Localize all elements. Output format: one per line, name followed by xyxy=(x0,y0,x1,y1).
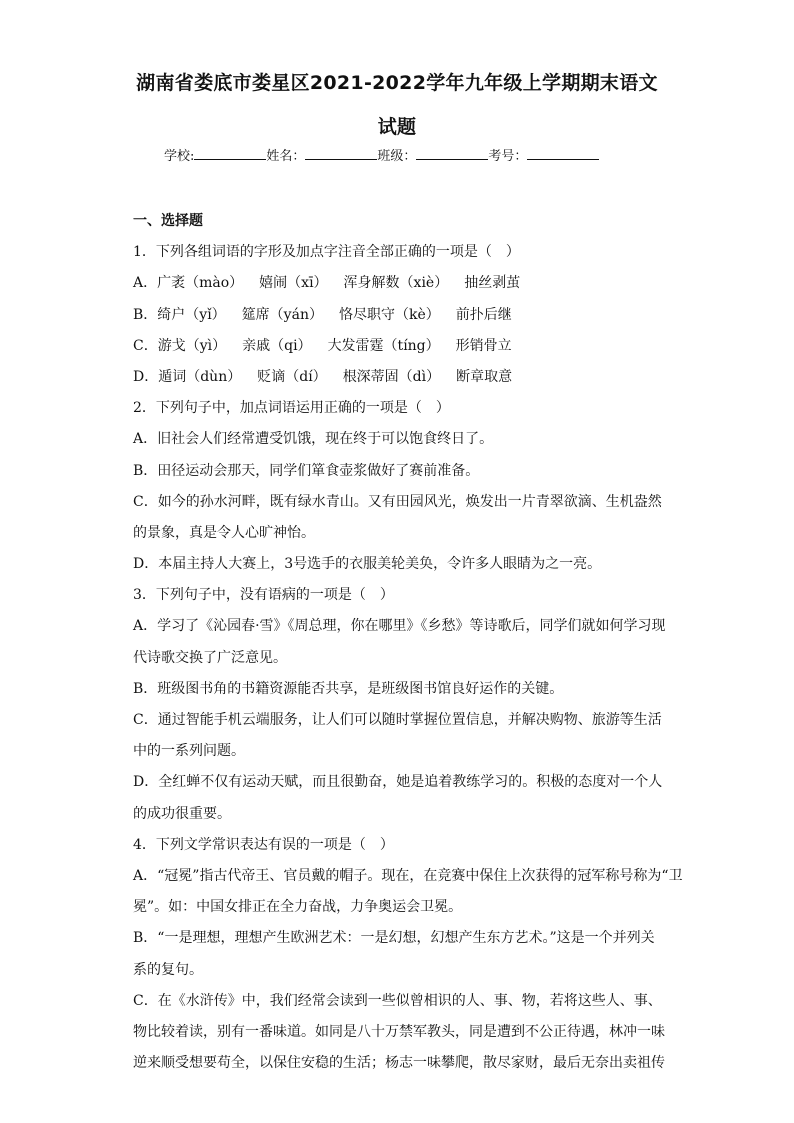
q1-c-1: C．游戈（yì） xyxy=(133,337,227,354)
q1-option-b xyxy=(133,300,665,331)
q3-option-d-line2: 的成功很重要。 xyxy=(133,805,231,822)
class-blank[interactable] xyxy=(416,147,488,160)
id-blank[interactable] xyxy=(527,147,599,160)
q1-d-3: 根深蒂固（dì） xyxy=(342,368,441,385)
name-label: 姓名： xyxy=(266,149,306,164)
school-blank[interactable] xyxy=(194,147,266,160)
q4-option-c-line1: C．在《水浒传》中，我们经常会读到一些似曾相识的人、事、物，若将这些人、事、 xyxy=(133,992,662,1009)
exam-title-line1: 湖南省娄底市娄星区2021-2022学年九年级上学期期末语文 xyxy=(136,72,658,94)
q1-stem: 1．下列各组词语的字形及加点字注音全部正确的一项是（ ） xyxy=(133,244,520,261)
q3-option-a-line2: 代诗歌交换了广泛意见。 xyxy=(133,649,287,666)
q2-option-c-line2: 的景象，真是令人心旷神怡。 xyxy=(133,524,315,541)
q3-option-a-line1: A．学习了《沁园春·雪》《周总理，你在哪里》《乡愁》等诗歌后，同学们就如何学习现 xyxy=(133,618,666,635)
q1-c-3: 大发雷霆（tíng） xyxy=(327,337,440,354)
q1-b-2: 筵席（yán） xyxy=(241,306,323,323)
q1-b-4: 前扑后继 xyxy=(455,306,512,323)
q1-b-1: B．绮户（yǐ） xyxy=(133,306,226,323)
q2-option-b: B．田径运动会那天，同学们箪食壶浆做好了赛前准备。 xyxy=(133,462,480,479)
id-label: 考号： xyxy=(488,149,528,164)
q4-stem: 4．下列文学常识表达有误的一项是（ ） xyxy=(133,836,394,853)
q3-option-b: B．班级图书角的书籍资源能否共享，是班级图书馆良好运作的关键。 xyxy=(133,680,564,697)
school-label: 学校: xyxy=(164,149,195,164)
section-heading: 一、选择题 xyxy=(133,213,203,229)
q1-d-4: 断章取意 xyxy=(456,368,513,385)
q3-stem: 3．下列句子中，没有语病的一项是（ ） xyxy=(133,587,394,604)
q2-option-d: D．本届主持人大赛上，3号选手的衣服美轮美奂，令许多人眼睛为之一亮。 xyxy=(133,556,602,573)
q1-c-4: 形销骨立 xyxy=(455,337,512,354)
q3-option-c-line1: C．通过智能手机云端服务，让人们可以随时掌握位置信息，并解决购物、旅游等生活 xyxy=(133,712,662,728)
q1-option-d xyxy=(133,362,665,393)
q2-option-c-line1: C．如今的孙水河畔，既有绿水青山。又有田园风光，焕发出一片青翠欲滴、生机盎然 xyxy=(133,493,662,510)
q1-d-1: D．遁词（dùn） xyxy=(133,368,242,385)
q1-option-a xyxy=(133,268,665,299)
q4-option-b-line2: 系的复句。 xyxy=(133,961,203,978)
exam-content xyxy=(133,206,683,1079)
exam-title-line2: 试题 xyxy=(377,116,417,138)
q1-a-3: 浑身解数（xiè） xyxy=(343,275,449,292)
student-info-row xyxy=(164,145,644,164)
q4-option-c-line2: 物比较着读，别有一番味道。如同是八十万禁军教头，同是遭到不公正待遇，林冲一味 xyxy=(133,1023,665,1040)
q1-a-4: 抽丝剥茧 xyxy=(464,275,521,292)
q2-stem: 2．下列句子中，加点词语运用正确的一项是（ ） xyxy=(133,400,450,417)
q1-a-1: A．广袤（mào） xyxy=(133,275,244,292)
q4-option-c-line3: 逆来顺受想要苟全，以保住安稳的生活；杨志一味攀爬，散尽家财，最后无奈出卖祖传 xyxy=(133,1055,665,1072)
q1-b-3: 恪尽职守（kè） xyxy=(338,306,440,323)
class-label: 班级： xyxy=(377,149,417,164)
name-blank[interactable] xyxy=(305,147,377,160)
q4-option-a-line2: 冕”。如：中国女排正在全力奋战，力争奥运会卫冕。 xyxy=(133,899,463,916)
q1-d-2: 贬谪（dí） xyxy=(257,368,327,385)
q1-c-2: 亲戚（qi） xyxy=(242,337,312,354)
q3-option-d-line1: D．全红蝉不仅有运动天赋，而且很勤奋，她是追着教练学习的。积极的态度对一个人 xyxy=(133,774,663,791)
q4-option-b-line1: B．“一是理想，理想产生欧洲艺术：一是幻想，幻想产生东方艺术。”这是一个并列关 xyxy=(133,930,655,947)
q2-option-a: A．旧社会人们经常遭受饥饿，现在终于可以饱食终日了。 xyxy=(133,431,494,448)
q3-option-c-line2: 中的一系列问题。 xyxy=(133,743,245,760)
q1-option-c xyxy=(133,331,665,362)
q4-option-a-line1: A．“冠冕”指古代帝王、官员戴的帽子。现在，在竞赛中保住上次获得的冠军称号称为“卫 xyxy=(133,867,683,884)
q1-a-2: 嬉闹（xī） xyxy=(259,275,328,292)
